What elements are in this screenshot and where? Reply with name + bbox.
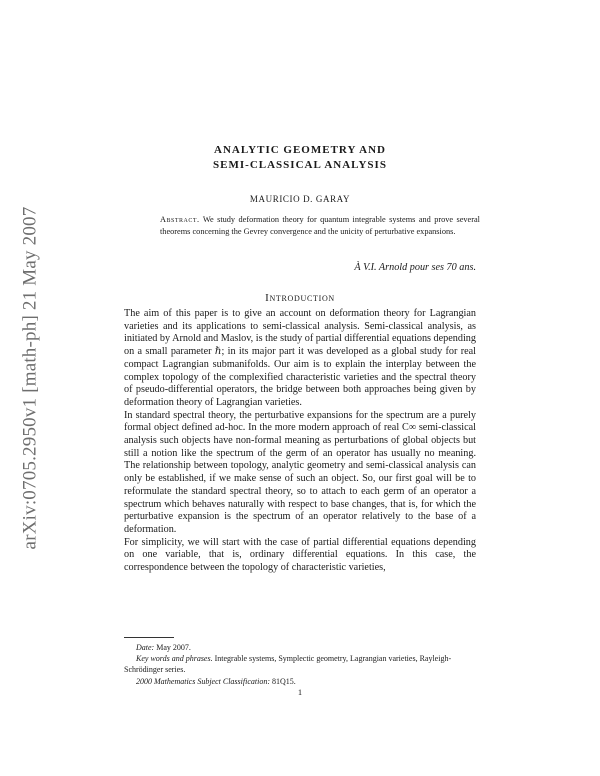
keywords-value: Integrable systems, Symplectic geometry, Lagrangian varieties, Rayleigh-Schrödinger series. [124,654,452,675]
keywords-label: Key words and phrases. [136,654,213,664]
abstract-text: We study deformation theory for quantum integrable systems and prove several theorems concerning the Gevrey convergence and the unicity of perturbative expansions. [160,215,480,236]
date-value: May 2007. [156,643,191,652]
arxiv-sidebar-stamp [12,178,48,578]
footnote-rule [124,637,174,638]
footnote-date [124,642,476,653]
paragraph: For simplicity, we will start with the case of partial differential equations depending on one variable, that is, ordinary differential equations. In this case, the correspondence between the topology of characteristic varieties, [124,536,476,574]
author-name: MAURICIO D. GARAY [249,194,351,204]
abstract-block [160,214,480,238]
paper-title [0,143,600,173]
footnote-msc [124,676,476,687]
section-heading: Introduction [265,292,335,304]
arxiv-identifier: arXiv:0705.2950v1 [math-ph] 21 May 2007 [19,206,41,550]
title-line-1: ANALYTIC GEOMETRY AND [214,144,386,156]
dedication: À V.I. Arnold pour ses 70 ans. [354,262,476,273]
footnote-keywords [124,653,476,675]
paragraph: The aim of this paper is to give an account on deformation theory for Lagrangian varieties and its applications to semi-classical analysis. Semi-classical analysis, as initiated by Arnold and Maslov, is the study of partial differential equations depending on a small parameter ℏ; in its major part it was developed as a global study for real compact Lagrangian submanifolds. Our aim is to explain the interplay between the complex topology of the complexified characteristic varieties and the spectral theory of pseudo-differential operators, the bridge between both approaches being given by deformation theory of Lagrangian varieties. [124,308,476,408]
title-line-2: SEMI-CLASSICAL ANALYSIS [213,159,387,171]
msc-label: 2000 Mathematics Subject Classification: [136,676,270,686]
page-number: 1 [297,687,303,697]
msc-value: 81Q15. [271,676,296,686]
body-text [124,308,476,575]
date-label: Date: [136,643,155,652]
paragraph: In standard spectral theory, the perturbative expansions for the spectrum are a purely formal object defined ad-hoc. In the more modern approach of real C∞ semi-classical analysis such objects have non-formal meaning as perturbations of global objects but still a notion like the spectrum of the germ of an operator has usually no meaning. The relationship between topology, analytic geometry and semi-classical analysis can only be established, if we make sense of such an object. So, our first goal will be to reformulate the standard spectral theory, so to attach to each germ of an operator a spectrum which behaves naturally with respect to base changes, that is, for which the perturbative expansion is the spectrum of an operator relatively to the base of a deformation. [124,409,476,535]
abstract-label: Abstract. [160,215,200,224]
footnotes [124,642,476,687]
